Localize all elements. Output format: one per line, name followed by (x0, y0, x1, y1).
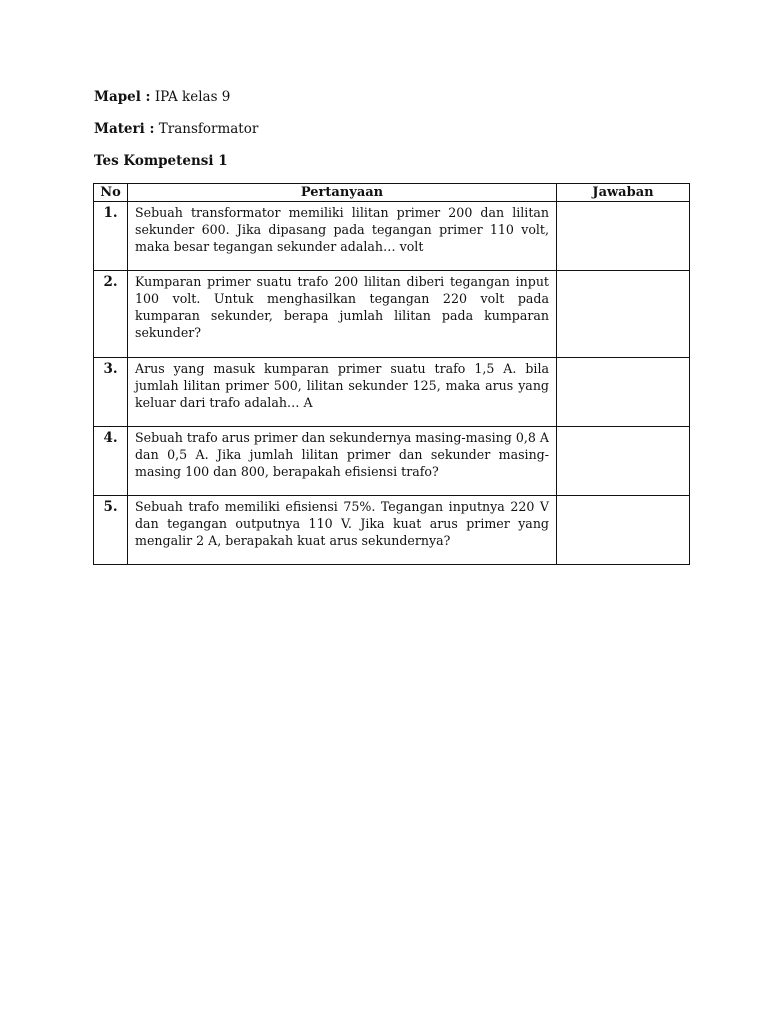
answer-cell[interactable] (557, 271, 690, 358)
table-row (94, 202, 690, 271)
answer-cell[interactable] (557, 427, 690, 496)
question-text: Sebuah transformator memiliki lilitan primer 200 dan lilitan sekunder 600. Jika dipasang pada tegangan primer 110 volt, maka besar tegangan sekunder adalah… volt (128, 202, 557, 271)
question-text: Sebuah trafo memiliki efisiensi 75%. Tegangan inputnya 220 V dan tegangan outputnya 110 V. Jika kuat arus primer yang mengalir 2 A, berapakah kuat arus sekundernya? (128, 496, 557, 565)
column-header-no: No (94, 184, 128, 202)
table-row (94, 271, 690, 358)
question-number: 5. (94, 496, 128, 565)
question-text: Kumparan primer suatu trafo 200 lilitan diberi tegangan input 100 volt. Untuk menghasilkan tegangan 220 volt pada kumparan sekunder, berapa jumlah lilitan pada kumparan sekunder? (128, 271, 557, 358)
table-row (94, 427, 690, 496)
column-header-question: Pertanyaan (128, 184, 557, 202)
topic-value: Transformator (158, 121, 259, 137)
test-title: Tes Kompetensi 1 (94, 153, 228, 169)
answer-cell[interactable] (557, 496, 690, 565)
table-header-row (94, 184, 690, 202)
subject-label: Mapel : (94, 89, 151, 105)
question-text: Sebuah trafo arus primer dan sekundernya masing-masing 0,8 A dan 0,5 A. Jika jumlah lilitan primer dan sekunder masing-masing 100 dan 800, berapakah efisiensi trafo? (128, 427, 557, 496)
topic-line (94, 120, 258, 138)
answer-cell[interactable] (557, 202, 690, 271)
question-number: 2. (94, 271, 128, 358)
table-row (94, 496, 690, 565)
topic-label: Materi : (94, 121, 155, 137)
answer-cell[interactable] (557, 358, 690, 427)
table-row (94, 358, 690, 427)
subject-value: IPA kelas 9 (154, 89, 231, 105)
question-text: Arus yang masuk kumparan primer suatu trafo 1,5 A. bila jumlah lilitan primer 500, lilitan sekunder 125, maka arus yang keluar dari trafo adalah… A (128, 358, 557, 427)
question-number: 4. (94, 427, 128, 496)
questions-table (93, 183, 690, 565)
column-header-answer: Jawaban (557, 184, 690, 202)
question-number: 3. (94, 358, 128, 427)
question-number: 1. (94, 202, 128, 271)
subject-line (94, 88, 230, 106)
